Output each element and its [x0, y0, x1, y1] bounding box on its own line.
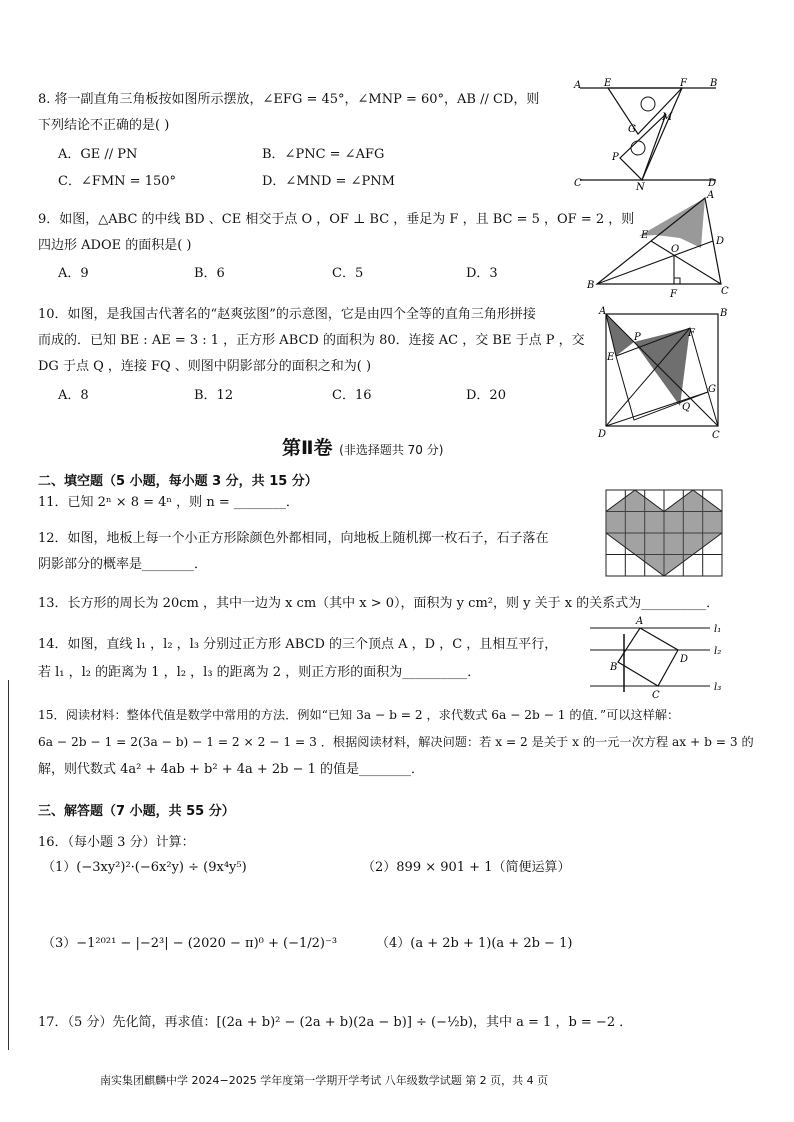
q10-stem-line3: DG 于点 Q ，连接 FQ 、则图中阴影部分的面积之和为( ): [38, 359, 372, 374]
label-e: E: [607, 352, 615, 363]
label-a: A: [574, 80, 582, 91]
q8-option-d: D．∠MND = ∠PNM: [262, 174, 395, 189]
q8-option-b: B．∠PNC = ∠AFG: [262, 147, 385, 162]
part-two-heading: 第Ⅱ卷: [282, 437, 333, 459]
label-n: N: [636, 182, 645, 193]
triangle-mnp: [620, 114, 666, 180]
median-bd: [597, 241, 713, 284]
label-f: F: [688, 328, 695, 339]
q10-option-c: C．16: [332, 388, 372, 403]
q8-option-c: C．∠FMN = 150°: [58, 174, 177, 189]
shaded-large-triangle: [634, 328, 690, 406]
label-a: A: [707, 190, 715, 201]
q8-figure: [570, 76, 720, 194]
triangle-efg: [608, 88, 682, 134]
right-angle-mark: [674, 278, 680, 284]
q14-figure: [588, 612, 730, 698]
label-l2: l₂: [714, 646, 722, 657]
label-d: D: [708, 178, 717, 189]
q15-line3: 解，则代数式 4a² + 4ab + b² + 4a + 2b − 1 的值是________．: [38, 762, 425, 777]
label-a: A: [599, 306, 607, 317]
label-d: D: [716, 236, 725, 247]
q9-stem-line1: 9．如图，△ABC 的中线 BD 、CE 相交于点 O ，OF ⊥ BC ，垂足为 F ，且 BC = 5 ，OF = 2 ，则: [38, 212, 635, 227]
label-b: B: [720, 308, 728, 319]
label-f: F: [670, 289, 677, 300]
q9-stem-line2: 四边形 ADOE 的面积是( ): [38, 238, 192, 253]
q10-option-b: B．12: [194, 388, 234, 403]
label-c: C: [574, 178, 582, 189]
label-l3: l₃: [714, 682, 722, 693]
q16-part3: （3）−1²⁰²¹ − |−2³| − (2020 − π)⁰ + (−1/2)⁻³: [42, 936, 338, 951]
page-footer: 南实集团麒麟中学 2024−2025 学年度第一学期开学考试 八年级数学试题 第 2 页，共 4 页: [100, 1074, 549, 1087]
q12-line2: 阴影部分的概率是________．: [38, 557, 208, 572]
q15-line1: 15．阅读材料：整体代值是数学中常用的方法．例如“已知 3a − b = 2 ，求代数式 6a − 2b − 1 的值．”可以这样解：: [38, 708, 680, 722]
q9-option-d: D．3: [466, 266, 498, 281]
label-d: D: [598, 429, 607, 440]
label-p: P: [612, 152, 619, 163]
label-c: C: [712, 430, 720, 441]
q11: 11．已知 2ⁿ × 8 = 4ⁿ ，则 n = ________．: [38, 495, 299, 510]
q14-line1: 14．如图，直线 l₁ ，l₂ ，l₃ 分别过正方形 ABCD 的三个顶点 A ，D ，C ，且相互平行，: [38, 637, 558, 652]
q15-line2: 6a − 2b − 1 = 2(3a − b) − 1 = 2 × 2 − 1 = 3 ．根据阅读材料，解决问题：若 x = 2 是关于 x 的一元一次方程 ax + b = 3 的: [38, 735, 754, 749]
label-b: B: [610, 662, 618, 673]
q9-option-a: A．9: [58, 266, 89, 281]
q9-option-b: B．6: [194, 266, 225, 281]
q13: 13．长方形的周长为 20cm ，其中一边为 x cm（其中 x > 0），面积为 y cm²，则 y 关于 x 的关系式为__________．: [38, 596, 720, 611]
q12-line1: 12．如图，地板上每一个小正方形除颜色外都相同，向地板上随机掷一枚石子，石子落在: [38, 531, 549, 546]
q16-part4: （4）(a + 2b + 1)(a + 2b − 1): [376, 936, 573, 951]
q16-stem: 16．（每小题 3 分）计算：: [38, 835, 195, 850]
section-solve: 三、解答题（7 小题，共 55 分）: [38, 804, 235, 819]
q10-stem-line1: 10．如图，是我国古代著名的“赵爽弦图”的示意图，它是由四个全等的直角三角形拼接: [38, 307, 536, 322]
scan-edge-line: [8, 680, 9, 1050]
label-e: E: [641, 230, 649, 241]
label-l1: l₁: [714, 624, 722, 635]
label-b: B: [587, 280, 595, 291]
label-c: C: [652, 690, 660, 698]
q10-stem-line2: 而成的．已知 BE : AE = 3 : 1 ，正方形 ABCD 的面积为 80．连接 AC ，交 BE 于点 P ，交: [38, 333, 585, 348]
label-g: G: [708, 384, 716, 395]
q16-part2: （2）899 × 901 + 1（简便运算）: [362, 860, 571, 875]
q8-stem-line2: 下列结论不正确的是( ): [38, 118, 170, 133]
shaded-small-triangle: [606, 314, 634, 356]
label-m: M: [662, 112, 673, 123]
line-fn: [642, 88, 682, 180]
label-b: B: [710, 78, 718, 89]
q8-option-a: A．GE // PN: [58, 147, 138, 162]
part-two-title: [282, 433, 443, 460]
label-q: Q: [682, 402, 691, 413]
square-abcd: [618, 628, 678, 686]
label-f: F: [680, 78, 687, 89]
label-p: P: [634, 332, 641, 343]
label-g: G: [628, 124, 636, 135]
label-c: C: [721, 286, 729, 297]
label-a: A: [636, 616, 644, 627]
label-d: D: [680, 654, 689, 665]
q17: 17．（5 分）先化简，再求值：[(2a + b)² − (2a + b)(2a − b)] ÷ (−½b)，其中 a = 1 ，b = −2 ．: [38, 1015, 633, 1030]
section-fill-blank: 二、填空题（5 小题，每小题 3 分，共 15 分）: [38, 474, 318, 489]
part-two-subtitle: (非选择题共 70 分): [339, 443, 444, 457]
q14-line2: 若 l₁ ，l₂ 的距离为 1 ，l₂ ，l₃ 的距离为 2 ，则正方形的面积为__________．: [38, 665, 481, 680]
q10-option-a: A．8: [58, 388, 89, 403]
seg-dg: [606, 392, 708, 426]
q8-stem-line1: 8. 将一副直角三角板按如图所示摆放，∠EFG = 45°，∠MNP = 60°，AB // CD，则: [38, 92, 540, 107]
label-e: E: [604, 78, 612, 89]
q9-figure: [585, 188, 730, 300]
triangle-hole: [641, 97, 655, 111]
q10-option-d: D．20: [466, 388, 506, 403]
label-o: O: [671, 244, 680, 255]
q9-option-c: C．5: [332, 266, 364, 281]
triangle-hole-2: [631, 141, 645, 155]
q10-figure: [594, 306, 730, 442]
median-ce: [651, 241, 721, 284]
q12-floor-figure: [604, 488, 724, 578]
q16-part1: （1）(−3xy²)²·(−6x²y) ÷ (9x⁴y⁵): [42, 860, 247, 875]
